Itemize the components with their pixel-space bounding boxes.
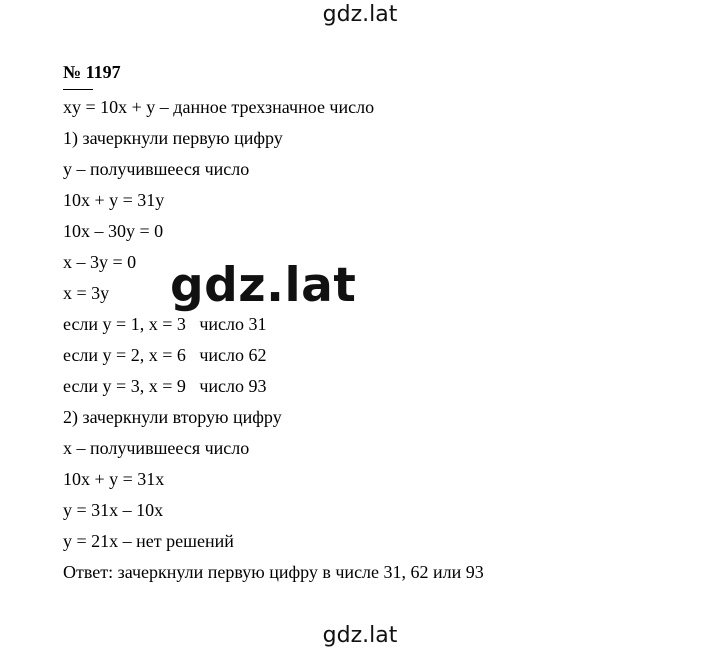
solution-line: y – получившееся число [63,159,250,179]
solution-line: 1) зачеркнули первую цифру [63,128,283,148]
solution-line: x = 3y [63,283,110,303]
solution-line: xy = 10x + y – данное трехзначное число [63,97,375,117]
solution-line: если y = 3, x = 9 число 93 [63,376,267,396]
solution-line: 10x + y = 31y [63,190,165,210]
solution-line: 10x – 30y = 0 [63,221,164,241]
solution-line: если y = 2, x = 6 число 62 [63,345,267,365]
solution-lines [63,96,484,592]
watermark-center: gdz.lat [170,258,357,313]
solution-line: 10x + y = 31x [63,469,165,489]
solution-line: y = 31x – 10x [63,500,164,520]
solution-line: если y = 1, x = 3 число 31 [63,314,267,334]
watermark-bottom: gdz.lat [322,623,398,648]
solution-line: x – 3y = 0 [63,252,137,272]
problem-number: № 1197 [63,62,121,82]
watermark-top: gdz.lat [322,2,398,27]
solution-line: y = 21x – нет решений [63,531,234,551]
solution-line: 2) зачеркнули вторую цифру [63,407,282,427]
title-underline [63,89,93,90]
answer-line: Ответ: зачеркнули первую цифру в числе 31, 62 или 93 [63,562,484,582]
solution-line: x – получившееся число [63,438,250,458]
